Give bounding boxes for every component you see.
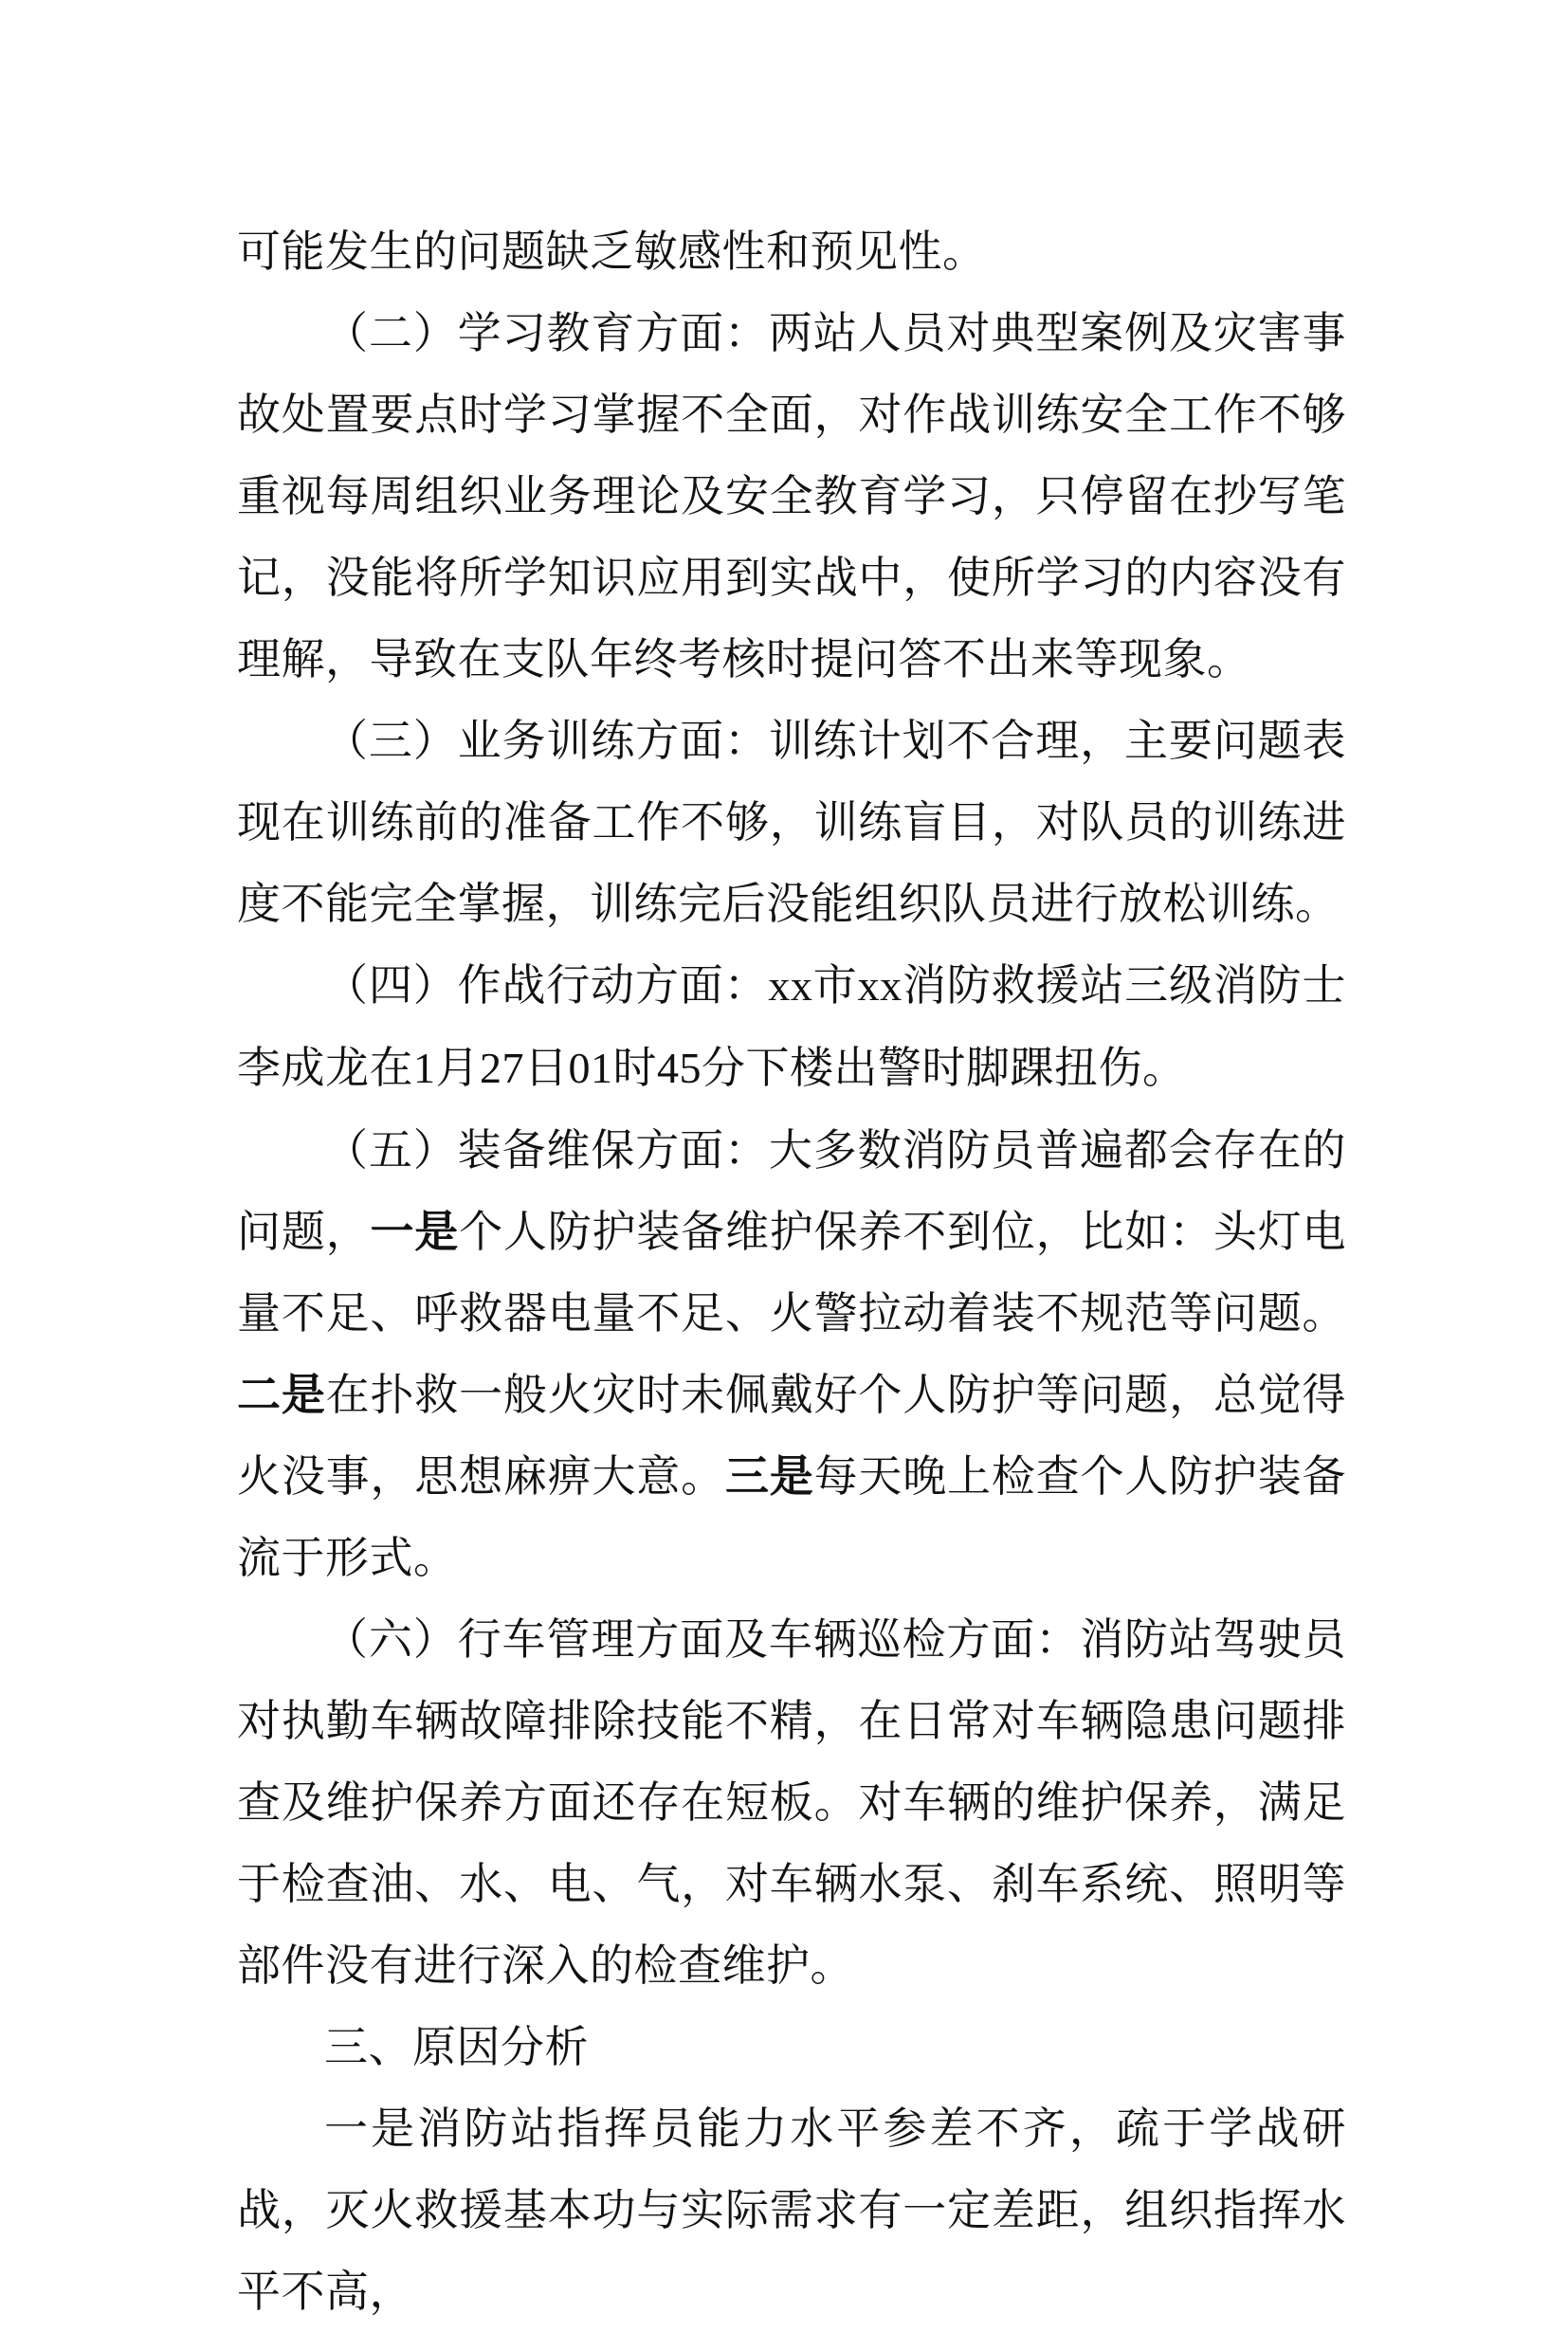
section-label: （六）行车管理方面及车辆巡检方面：	[324, 1613, 1081, 1665]
section-label: （五）装备维保方面：	[324, 1124, 769, 1175]
paragraph-text: 可能发生的问题缺乏敏感性和预见性。	[237, 226, 987, 277]
paragraph-text: 每天晚上检查个人防护装备流于形式。	[237, 1450, 1346, 1583]
paragraph-text: 时	[612, 1042, 657, 1093]
document-body	[237, 210, 1346, 2332]
paragraph-text: 两站人员对典型案例及灾害事故处置要点时学习掌握不全面，对作战训练安全工作不够重视每周组织业务理论及安全教育学习，只停留在抄写笔记，没能将所学知识应用到实战中，使所学习的内容没有理解，导致在支队年终考核时提问答不出来等现象。	[237, 307, 1347, 684]
paragraph-text: 分下楼出警时脚踝扭伤。	[702, 1042, 1187, 1093]
paragraph-cause-one	[237, 2087, 1346, 2332]
paragraph-equipment-maintenance	[237, 1109, 1346, 1598]
paragraph-text: 训练计划不合理，主要问题表现在训练前的准备工作不够，训练盲目，对队员的训练进度不能完全掌握，训练完后没能组织队员进行放松训练。	[237, 715, 1347, 929]
paragraph-text: 月	[435, 1042, 480, 1093]
paragraph-text: 个人防护装备维护保养不到位，比如：头灯电量不足、呼救器电量不足、火警拉动着装不规范等问题。	[237, 1206, 1346, 1339]
heading-text: 三、原因分析	[324, 2021, 589, 2072]
section-label: （四）作战行动方面：	[324, 959, 769, 1011]
paragraph-text: 在扑救一般火灾时未佩戴好个人防护等问题，总觉得火没事，思想麻痹大意。	[237, 1369, 1346, 1502]
paragraph-text: 一是消防站指挥员能力水平参差不齐，疏于学战研战，灭火救援基本功与实际需求有一定差距，组织指挥水平不高，	[237, 2103, 1346, 2317]
paragraph-text: 大多数消防员普遍都会存在的问题，	[237, 1124, 1347, 1257]
paragraph-combat-action	[237, 944, 1346, 1109]
paragraph-business-training	[237, 700, 1346, 944]
paragraph-vehicle-management	[237, 1598, 1346, 2006]
point-two-keyword: 二是	[237, 1369, 326, 1420]
hour-number: 01	[568, 1044, 613, 1092]
day-number: 27	[480, 1044, 524, 1092]
paragraph-text: 日	[524, 1042, 569, 1093]
city-placeholder: xx	[768, 961, 813, 1010]
section-label: （二）学习教育方面：	[324, 307, 769, 358]
paragraph-text: 消防救援站三级消防士李成龙在	[237, 959, 1347, 1093]
paragraph-text: 消防站驾驶员对执勤车辆故障排除技能不精，在日常对车辆隐患问题排查及维护保养方面还存在短板。对车辆的维护保养，满足于检查油、水、电、气，对车辆水泵、刹车系统、照明等部件没有进行深入的检查维护。	[237, 1613, 1347, 1991]
month-number: 1	[413, 1044, 436, 1092]
paragraph-text: 市	[812, 959, 858, 1011]
point-three-keyword: 三是	[724, 1450, 814, 1502]
minute-number: 45	[657, 1044, 702, 1092]
paragraph-continued	[237, 210, 1346, 292]
section-heading-cause-analysis	[237, 2006, 1346, 2087]
section-label: （三）业务训练方面：	[324, 715, 769, 766]
point-one-keyword: 一是	[370, 1206, 460, 1257]
paragraph-study-education	[237, 292, 1346, 700]
station-placeholder: xx	[857, 961, 903, 1010]
